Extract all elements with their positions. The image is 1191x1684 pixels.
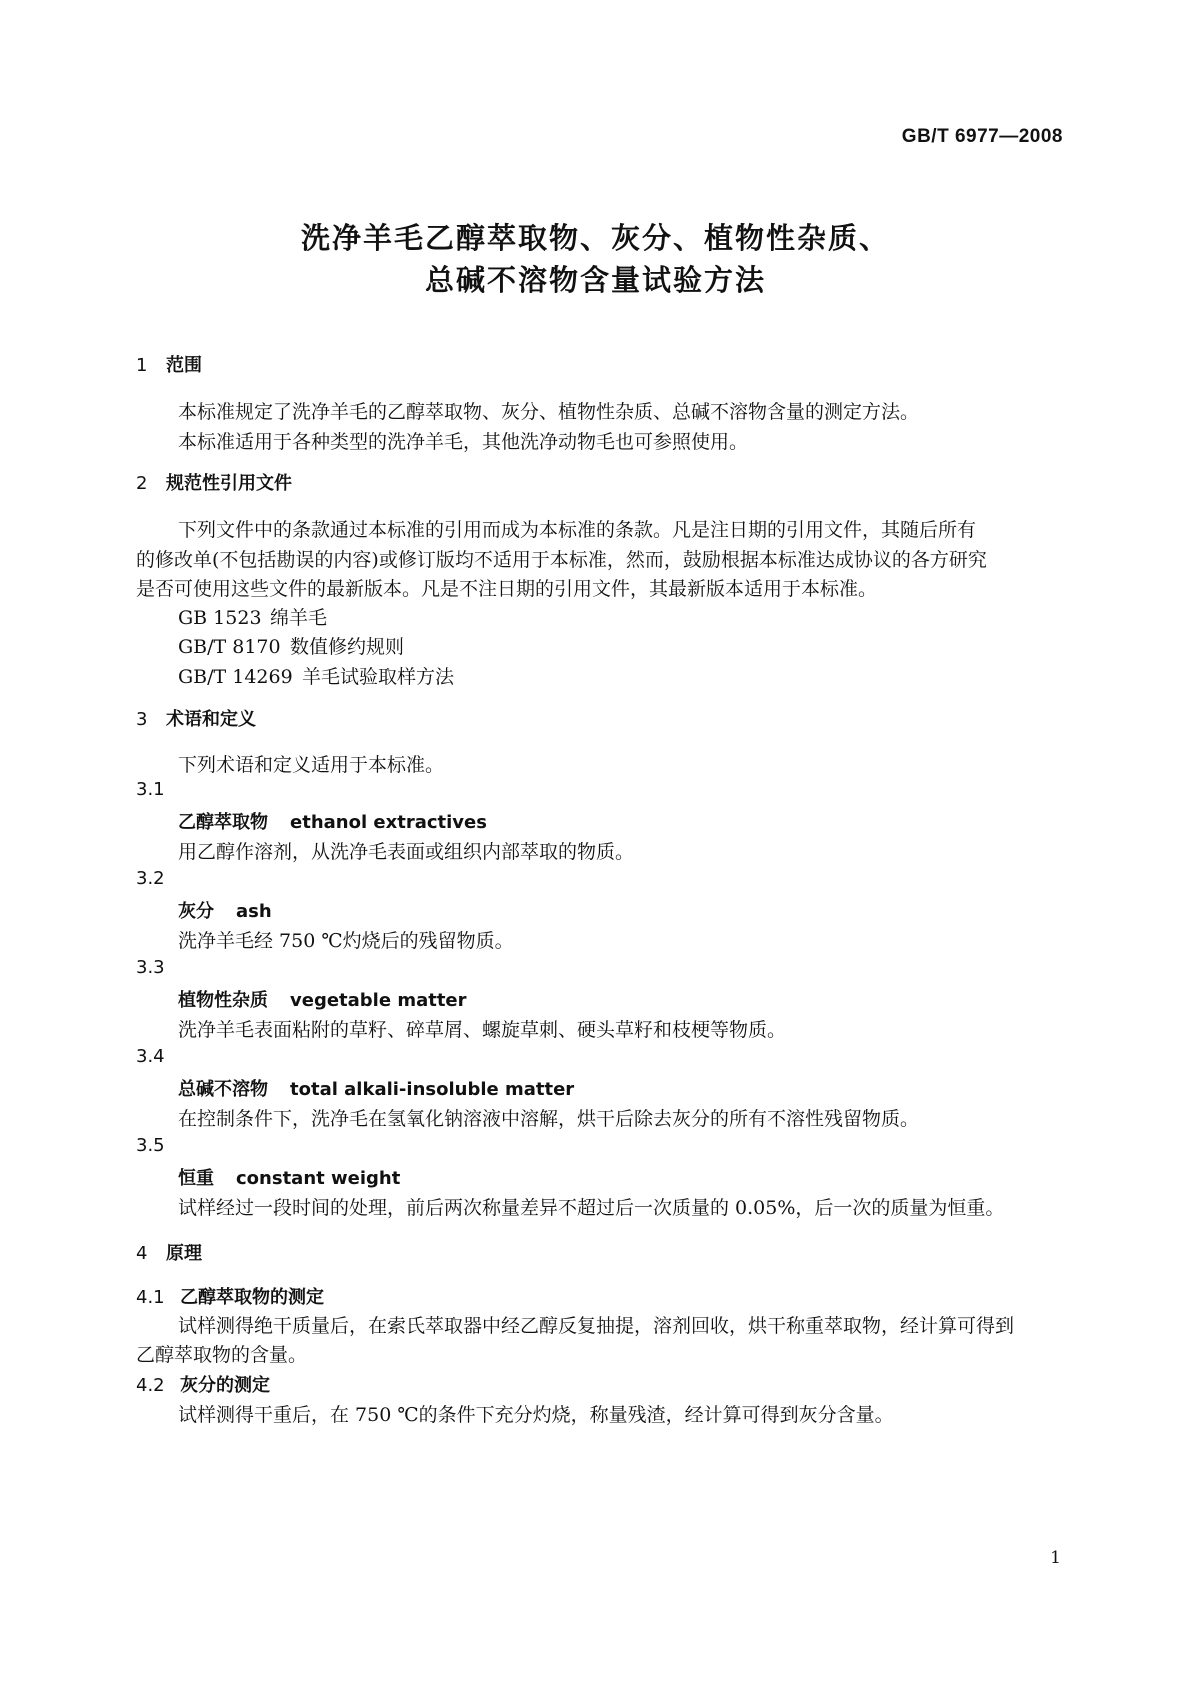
page-number: 1 [1050,1548,1061,1568]
term-definition: 洗净羊毛表面粘附的草籽、碎草屑、螺旋草刺、硬头草籽和枝梗等物质。 [178,1019,787,1041]
reference-title: 羊毛试验取样方法 [302,666,455,688]
subsection-number: 4.1 [136,1287,165,1308]
term-definition: 用乙醇作溶剂，从洗净毛表面或组织内部萃取的物质。 [178,841,635,863]
section-number: 4 [136,1243,148,1264]
document-title-line-2: 总碱不溶物含量试验方法 [424,263,766,297]
section-3-heading [136,705,256,731]
term-heading [178,808,487,834]
section-title: 范围 [166,355,202,376]
term-definition: 洗净羊毛经 750 ℃灼烧后的残留物质。 [178,930,514,952]
subsection-4-2-heading [136,1371,270,1397]
document-title-line-1: 洗净羊毛乙醇萃取物、灰分、植物性杂质、 [300,221,890,255]
term-number: 3.2 [136,868,165,889]
term-heading [178,1075,574,1101]
term-definition: 试样经过一段时间的处理，前后两次称量差异不超过后一次质量的 0.05%，后一次的质量为恒重。 [178,1197,1005,1219]
term-zh: 恒重 [178,1168,214,1189]
section-number: 2 [136,473,148,494]
subsection-4-1-heading [136,1283,324,1309]
paragraph: 本标准适用于各种类型的洗净羊毛，其他洗净动物毛也可参照使用。 [178,431,749,453]
normative-reference [178,632,404,659]
paragraph-line: 试样测得干重后，在 750 ℃的条件下充分灼烧，称量残渣，经计算可得到灰分含量。 [178,1404,894,1426]
section-1-heading [136,351,202,377]
section-2-heading [136,469,292,495]
section-title: 术语和定义 [166,709,256,730]
reference-code: GB/T 14269 [178,666,293,688]
term-zh: 植物性杂质 [178,990,268,1011]
paragraph-line: 是否可使用这些文件的最新版本。凡是不注日期的引用文件，其最新版本适用于本标准。 [136,578,878,600]
paragraph: 本标准规定了洗净羊毛的乙醇萃取物、灰分、植物性杂质、总碱不溶物含量的测定方法。 [178,401,920,423]
paragraph-line: 试样测得绝干质量后，在索氏萃取器中经乙醇反复抽提，溶剂回收，烘干称重萃取物，经计算可得到 [178,1315,1015,1337]
paragraph-line: 乙醇萃取物的含量。 [136,1344,308,1366]
term-en: vegetable matter [290,990,467,1011]
term-en: constant weight [236,1168,401,1189]
paragraph-line: 的修改单(不包括勘误的内容)或修订版均不适用于本标准，然而，鼓励根据本标准达成协议的各方研究 [136,549,987,571]
term-number: 3.3 [136,957,165,978]
term-number: 3.4 [136,1046,165,1067]
term-en: total alkali-insoluble matter [290,1079,575,1100]
reference-title: 数值修约规则 [290,636,405,658]
reference-code: GB 1523 [178,607,262,629]
standard-code: GB/T 6977—2008 [901,126,1063,147]
section-number: 3 [136,709,148,730]
subsection-number: 4.2 [136,1375,165,1396]
term-number: 3.5 [136,1135,165,1156]
subsection-title: 灰分的测定 [180,1375,270,1396]
reference-title: 绵羊毛 [270,607,328,629]
term-en: ethanol extractives [290,812,487,833]
reference-code: GB/T 8170 [178,636,281,658]
subsection-title: 乙醇萃取物的测定 [180,1287,324,1308]
term-number: 3.1 [136,779,165,800]
term-heading [178,897,272,923]
normative-reference [178,662,454,689]
normative-reference [178,603,327,630]
section-title: 原理 [166,1243,202,1264]
term-zh: 灰分 [178,901,214,922]
section-4-heading [136,1239,202,1265]
term-zh: 总碱不溶物 [178,1079,268,1100]
term-heading [178,986,467,1012]
term-zh: 乙醇萃取物 [178,812,268,833]
paragraph-line: 下列文件中的条款通过本标准的引用而成为本标准的条款。凡是注日期的引用文件，其随后所有 [178,519,977,541]
paragraph: 下列术语和定义适用于本标准。 [178,754,445,776]
term-definition: 在控制条件下，洗净毛在氢氧化钠溶液中溶解，烘干后除去灰分的所有不溶性残留物质。 [178,1108,920,1130]
term-en: ash [236,901,272,922]
section-title: 规范性引用文件 [166,473,292,494]
section-number: 1 [136,355,148,376]
term-heading [178,1164,400,1190]
